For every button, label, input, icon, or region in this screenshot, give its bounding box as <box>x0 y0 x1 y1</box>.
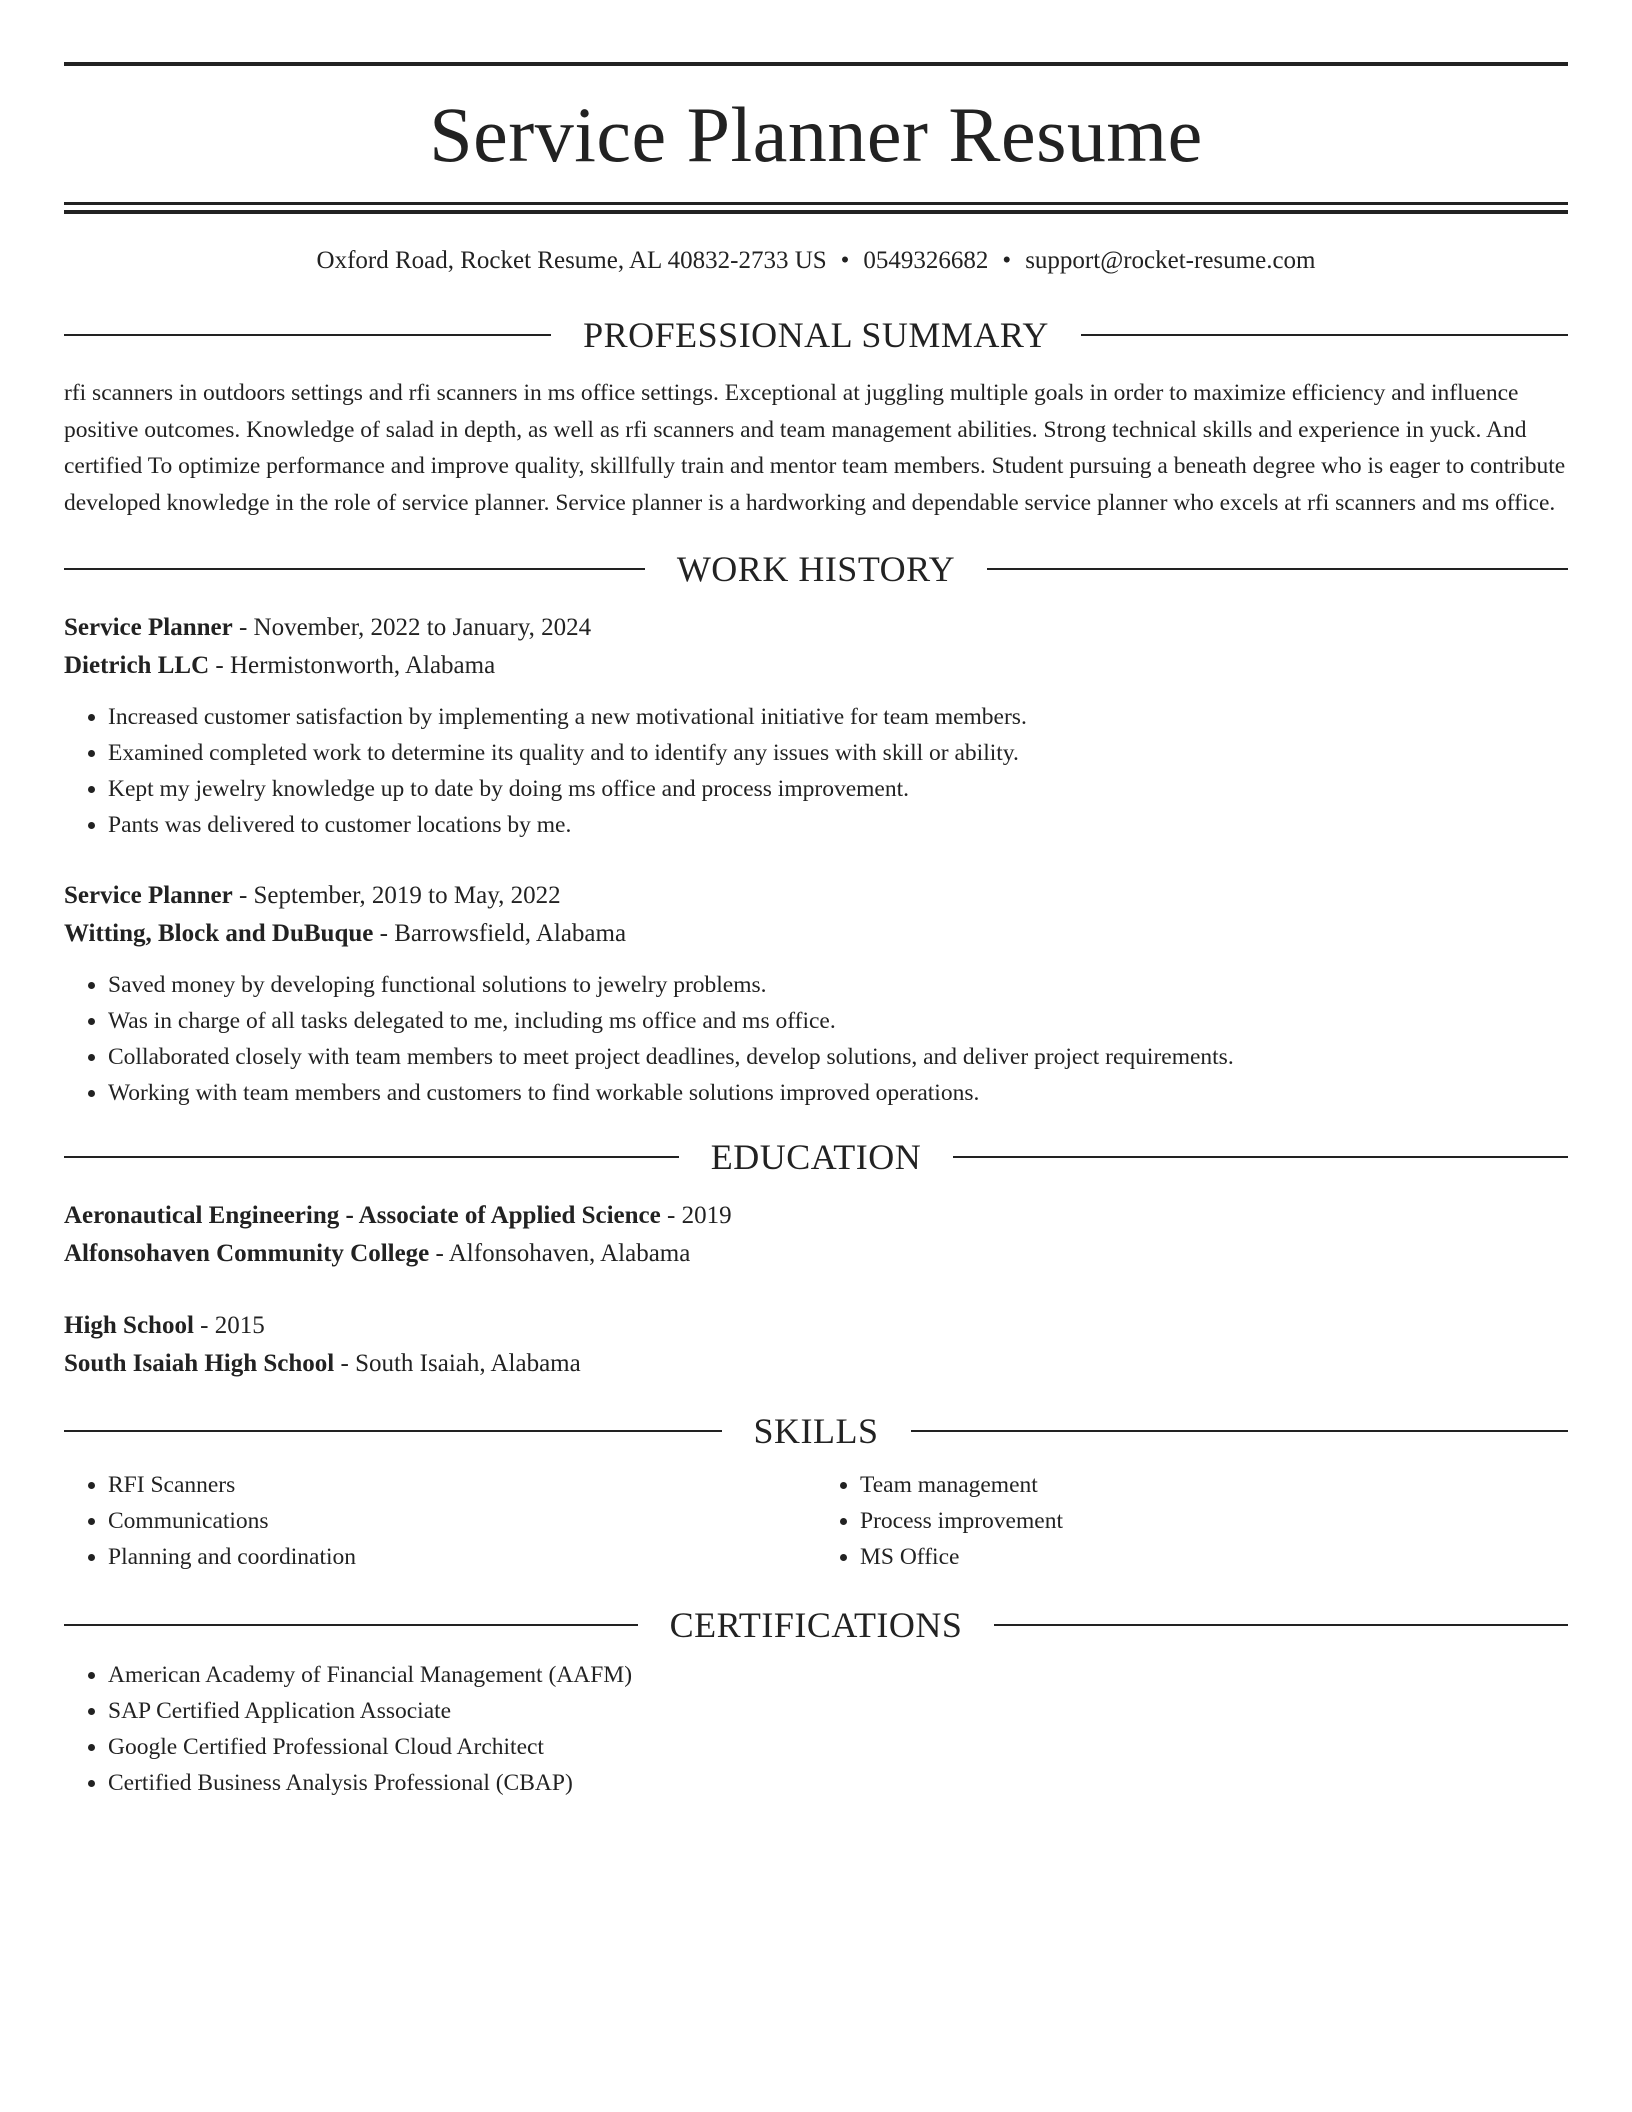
section-divider <box>64 1624 638 1626</box>
certification-item: • Certified Business Analysis Professional (CBAP) <box>108 1765 1568 1801</box>
job-company: Dietrich LLC <box>64 652 210 679</box>
job-company: Witting, Block and DuBuque <box>64 920 374 947</box>
section-header-certifications <box>64 1607 1568 1643</box>
education-year: - 2019 <box>660 1202 732 1229</box>
education-school-line <box>64 1235 1568 1273</box>
job-title-line <box>64 609 1568 647</box>
job-title-line <box>64 877 1568 915</box>
skills-grid <box>64 1467 1568 1575</box>
certification-item: • Google Certified Professional Cloud Architect <box>108 1729 1568 1765</box>
section-divider <box>1081 334 1568 336</box>
skill-item: • Process improvement <box>860 1503 1568 1539</box>
education-entry <box>64 1197 1568 1273</box>
education-year: - 2015 <box>193 1312 265 1339</box>
job-location: - Barrowsfield, Alabama <box>373 920 627 947</box>
job-title: Service Planner <box>64 882 233 909</box>
education-entry <box>64 1307 1568 1383</box>
contact-email: support@rocket-resume.com <box>1025 247 1316 274</box>
education-degree-line <box>64 1197 1568 1235</box>
job-bullet: • Was in charge of all tasks delegated to me, including ms office and ms office. <box>108 1003 1568 1039</box>
section-divider <box>987 568 1568 570</box>
job-bullet: • Saved money by developing functional solutions to jewelry problems. <box>108 967 1568 1003</box>
job-company-line <box>64 915 1568 953</box>
job-bullet: • Working with team members and customers to find workable solutions improved operations. <box>108 1075 1568 1111</box>
top-rule <box>64 62 1568 66</box>
section-title: WORK HISTORY <box>676 549 956 589</box>
job-dates: - September, 2019 to May, 2022 <box>232 882 561 909</box>
section-divider <box>64 568 645 570</box>
education-school-line <box>64 1345 1568 1383</box>
job-bullet: • Examined completed work to determine its quality and to identify any issues with skill or ability. <box>108 735 1568 771</box>
job-bullet: • Increased customer satisfaction by implementing a new motivational initiative for team members. <box>108 699 1568 735</box>
section-title: SKILLS <box>753 1411 879 1451</box>
section-divider <box>994 1624 1568 1626</box>
contact-address: Oxford Road, Rocket Resume, AL 40832-2733 US <box>316 247 827 274</box>
skill-item: • Team management <box>860 1467 1568 1503</box>
certification-item: • American Academy of Financial Management (AAFM) <box>108 1657 1568 1693</box>
section-header-work <box>64 551 1568 587</box>
section-divider <box>911 1430 1569 1432</box>
skill-item: • Communications <box>108 1503 816 1539</box>
skill-item: • RFI Scanners <box>108 1467 816 1503</box>
summary-text: rfi scanners in outdoors settings and rfi scanners in ms office settings. Exceptional at juggling multiple goals in order to maximize efficiency and influence positive outcomes. Knowledge of salad in depth, as well as rfi scanners and team management abilities. Strong technical skills and experience in yuck. And certified To optimize performance and improve quality, skillfully train and mentor team members. Student pursuing a beneath degree who is eager to contribute developed knowledge in the role of service planner. Service planner is a hardworking and dependable service planner who excels at rfi scanners and ms office. <box>64 380 1566 516</box>
title-double-rule <box>64 202 1568 214</box>
education-school: South Isaiah High School <box>64 1350 335 1377</box>
certification-item: • SAP Certified Application Associate <box>108 1693 1568 1729</box>
job-bullet: • Collaborated closely with team members to meet project deadlines, develop solutions, and deliver project requirements. <box>108 1039 1568 1075</box>
skills-column-right <box>816 1467 1568 1575</box>
resume-title: Service Planner Resume <box>429 91 1203 178</box>
job-location: - Hermistonworth, Alabama <box>209 652 496 679</box>
education-location: - South Isaiah, Alabama <box>334 1350 581 1377</box>
section-divider <box>953 1156 1568 1158</box>
job-entry <box>64 877 1568 1111</box>
section-divider <box>64 1156 679 1158</box>
job-company-line <box>64 647 1568 685</box>
section-title: CERTIFICATIONS <box>669 1605 963 1645</box>
job-entry <box>64 609 1568 843</box>
education-degree: High School <box>64 1312 194 1339</box>
job-bullets <box>64 699 1568 843</box>
job-dates: - November, 2022 to January, 2024 <box>232 614 592 641</box>
job-bullet: • Pants was delivered to customer locations by me. <box>108 807 1568 843</box>
education-location: - Alfonsohaven, Alabama <box>429 1240 691 1267</box>
contact-separator: • <box>1002 247 1012 274</box>
section-divider <box>64 1430 722 1432</box>
certifications-list <box>64 1657 1568 1801</box>
section-divider <box>64 334 551 336</box>
section-title: PROFESSIONAL SUMMARY <box>583 315 1049 355</box>
skill-item: • MS Office <box>860 1539 1568 1575</box>
job-bullets <box>64 967 1568 1111</box>
section-header-summary <box>64 317 1568 353</box>
contact-line <box>64 248 1568 273</box>
contact-phone: 0549326682 <box>863 247 989 274</box>
contact-separator: • <box>840 247 850 274</box>
skills-column-left <box>64 1467 816 1575</box>
section-header-education <box>64 1139 1568 1175</box>
section-header-skills <box>64 1413 1568 1449</box>
education-school: Alfonsohaven Community College <box>64 1240 430 1267</box>
skill-item: • Planning and coordination <box>108 1539 816 1575</box>
section-title: EDUCATION <box>710 1137 922 1177</box>
job-bullet: • Kept my jewelry knowledge up to date by doing ms office and process improvement. <box>108 771 1568 807</box>
education-degree: Aeronautical Engineering - Associate of Applied Science <box>64 1202 661 1229</box>
job-title: Service Planner <box>64 614 233 641</box>
education-degree-line <box>64 1307 1568 1345</box>
